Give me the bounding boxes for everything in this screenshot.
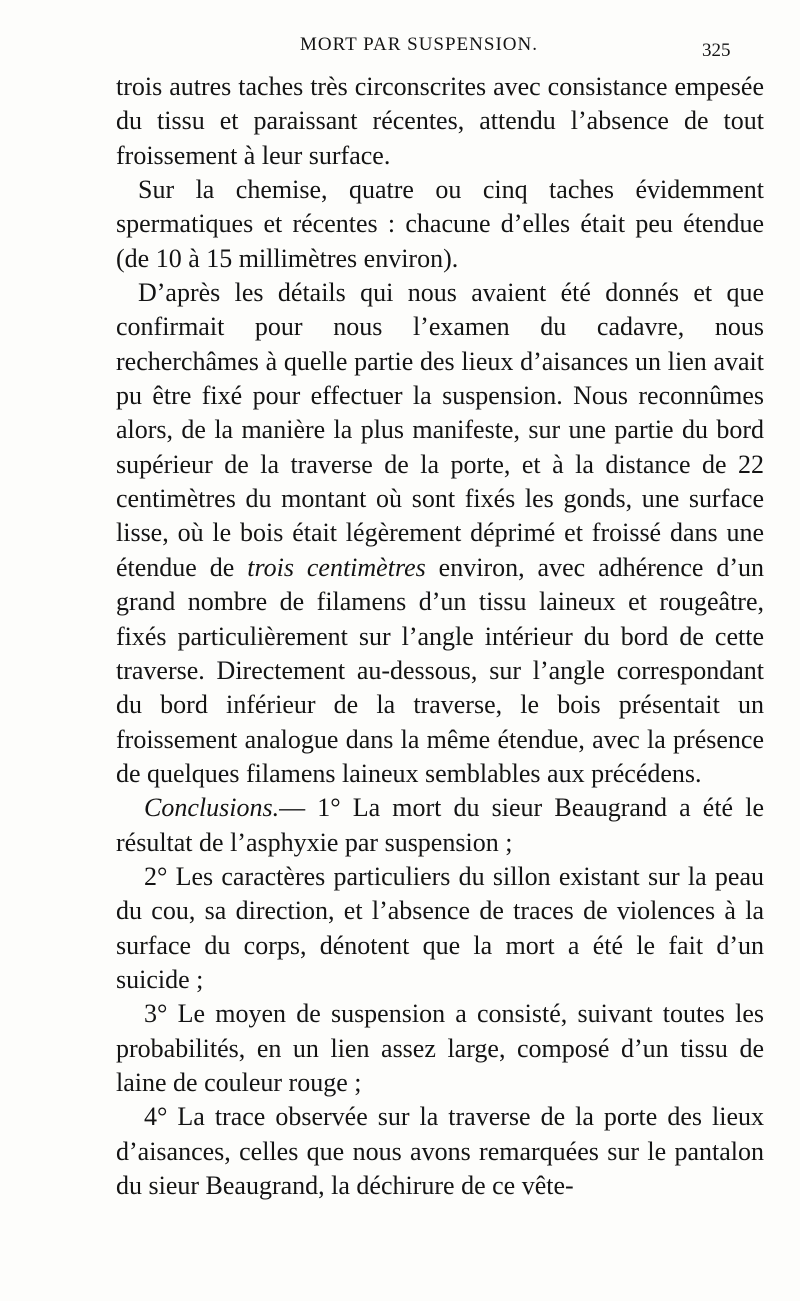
running-title: MORT PAR SUSPENSION. bbox=[300, 34, 538, 55]
running-header bbox=[0, 34, 800, 64]
paragraph-conclusion-4 bbox=[116, 1100, 764, 1203]
body-text bbox=[116, 70, 764, 1203]
paragraph-conclusion-2 bbox=[116, 860, 764, 997]
paragraph-text: Sur la chemise, quatre ou cinq taches évidemment spermatiques et récentes : chacune d’elles était peu étendue (de 10 à 15 millimètres environ). bbox=[116, 175, 764, 273]
paragraph-text: 3° Le moyen de suspension a consisté, suivant toutes les probabilités, en un lien assez large, composé d’un tissu de laine de couleur rouge ; bbox=[116, 999, 764, 1097]
paragraph-conclusion-3 bbox=[116, 997, 764, 1100]
paragraph-text: 4° La trace observée sur la traverse de la porte des lieux d’aisances, celles que nous avons remarquées sur le pantalon du sieur Beaugrand, la déchirure de ce vête- bbox=[116, 1102, 764, 1200]
conclusions-heading: Conclusions. bbox=[144, 793, 280, 823]
paragraph-text: — 1° La mort du sieur Beaugrand a été le résultat de l’asphyxie par suspension ; bbox=[116, 793, 764, 857]
paragraph-text: D’après les détails qui nous avaient été donnés et que confirmait pour nous l’examen du cadavre, nous recherchâmes à quelle partie des lieux d’aisances un lien avait pu être fixé pour effectuer la suspension. Nous reconnûmes alors, de la manière la plus manifeste, sur une partie du bord supérieur de la traverse de la porte, et à la distance de 22 centimètres du montant où sont fixés les gonds, une surface lisse, où le bois était légèrement déprimé et froissé dans une étendue de bbox=[116, 278, 764, 582]
paragraph-chemise bbox=[116, 173, 764, 276]
paragraph-examen bbox=[116, 276, 764, 791]
italic-phrase: trois centimètres bbox=[247, 552, 426, 582]
paragraph-text: 2° Les caractères particuliers du sillon existant sur la peau du cou, sa direction, et l’absence de traces de violences à la surface du corps, dénotent que la mort a été le fait d’un suicide ; bbox=[116, 861, 764, 994]
paragraph-text: environ, avec adhérence d’un grand nombre de filamens d’un tissu laineux et rougeâtre, fixés particulièrement sur l’angle intérieur du bord de cette traverse. Directement au-dessous, sur l’angle correspondant du bord inférieur de la traverse, le bois présentait un froissement analogue dans la même étendue, avec la présence de quelques filamens laineux semblables aux précédens. bbox=[116, 552, 765, 788]
paragraph-text: trois autres taches très circonscrites avec consistance empesée du tissu et paraissant récentes, attendu l’absence de tout froissement à leur surface. bbox=[116, 72, 764, 170]
paragraph-conclusions bbox=[116, 791, 764, 860]
page-number: 325 bbox=[702, 40, 731, 61]
paragraph-continuation bbox=[116, 70, 764, 173]
